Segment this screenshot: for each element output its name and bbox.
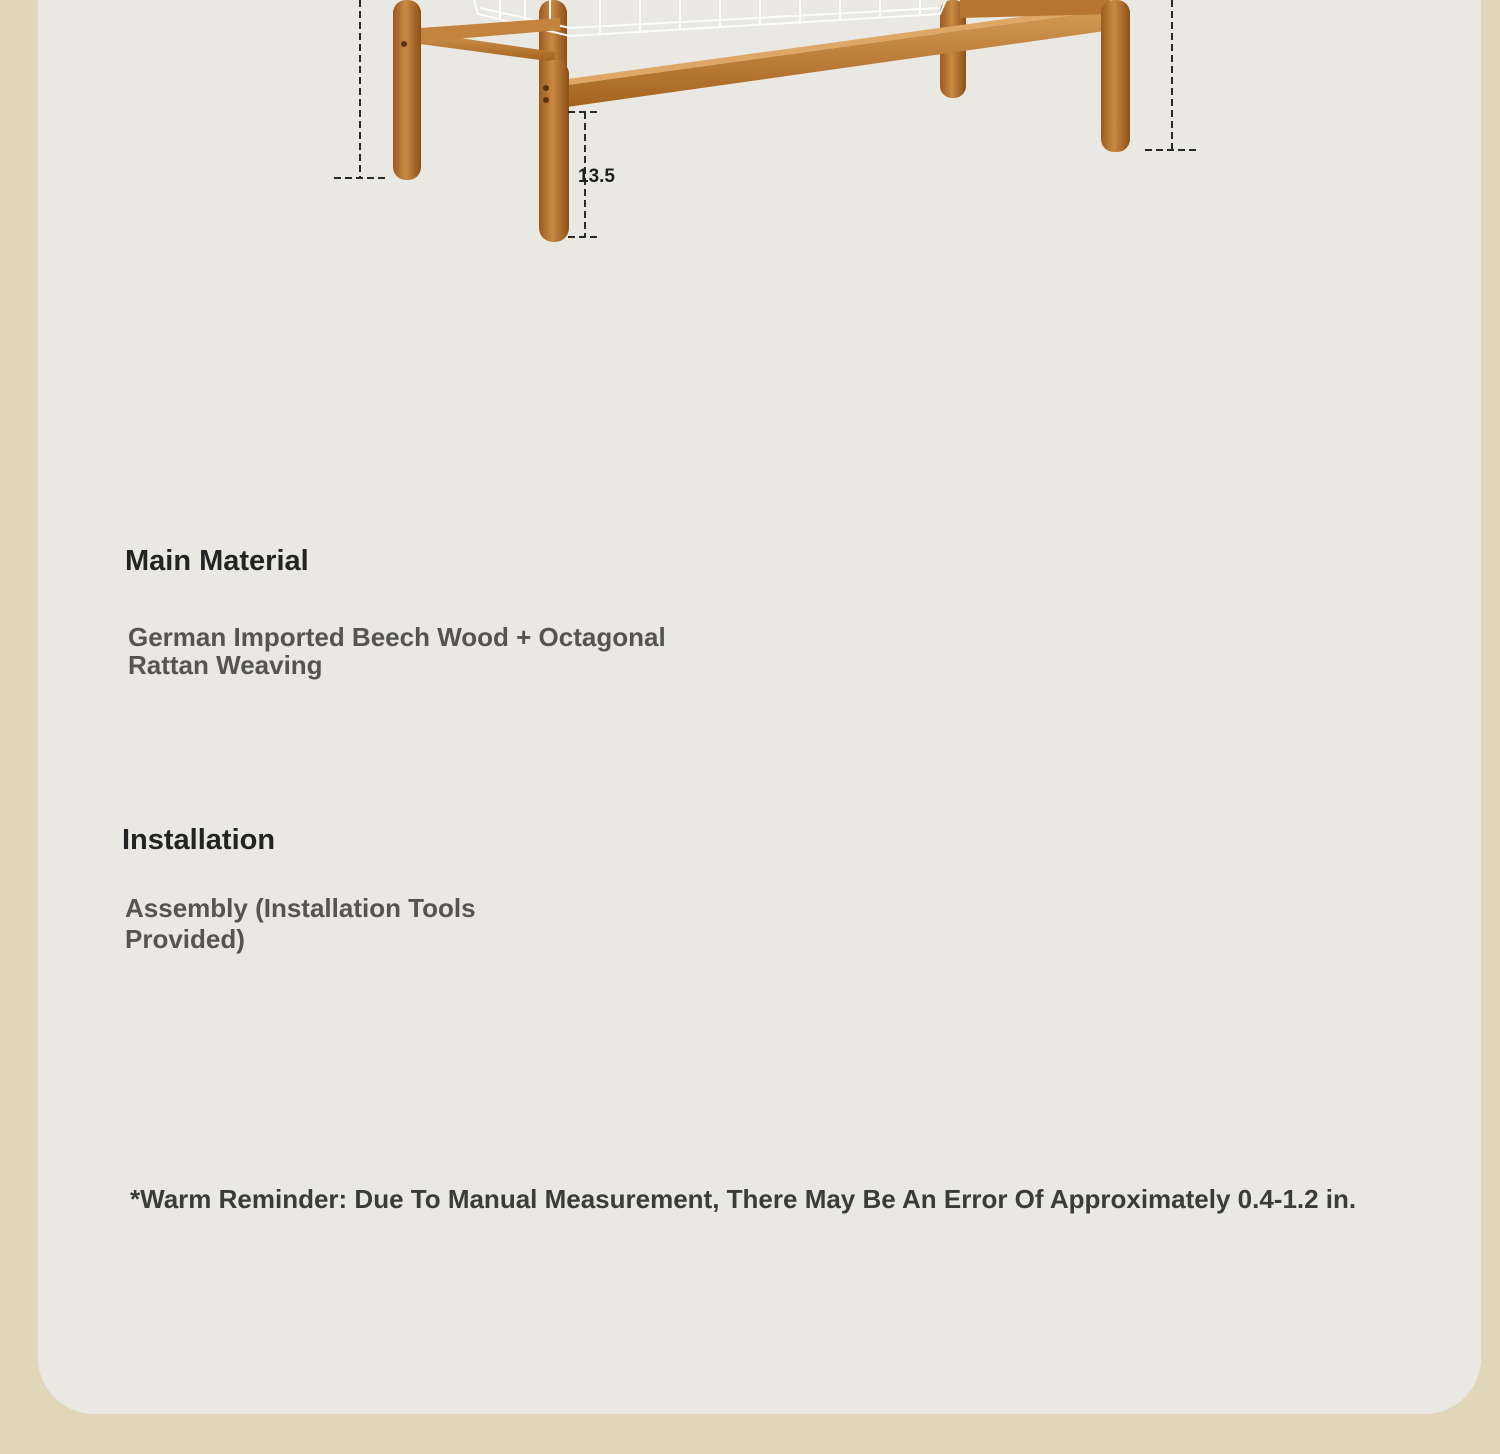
dimension-label: 13.5 (578, 166, 615, 187)
shoe-rack-illustration (0, 0, 1500, 260)
bolt (543, 85, 549, 91)
bolt (543, 97, 549, 103)
main-material-heading: Main Material (125, 545, 309, 577)
front-rail-top (560, 6, 1110, 86)
installation-heading: Installation (122, 824, 276, 856)
front-left-leg (393, 0, 421, 180)
bolt (401, 41, 407, 47)
front-right-leg (1101, 0, 1130, 152)
main-material-value: German Imported Beech Wood + Octagonal Rattan Weaving (128, 622, 666, 680)
installation-value: Assembly (Installation Tools Provided) (125, 893, 476, 954)
warm-reminder-note: *Warm Reminder: Due To Manual Measurement, There May Be An Error Of Approximately 0.4-1.2 in. (130, 1184, 1357, 1214)
